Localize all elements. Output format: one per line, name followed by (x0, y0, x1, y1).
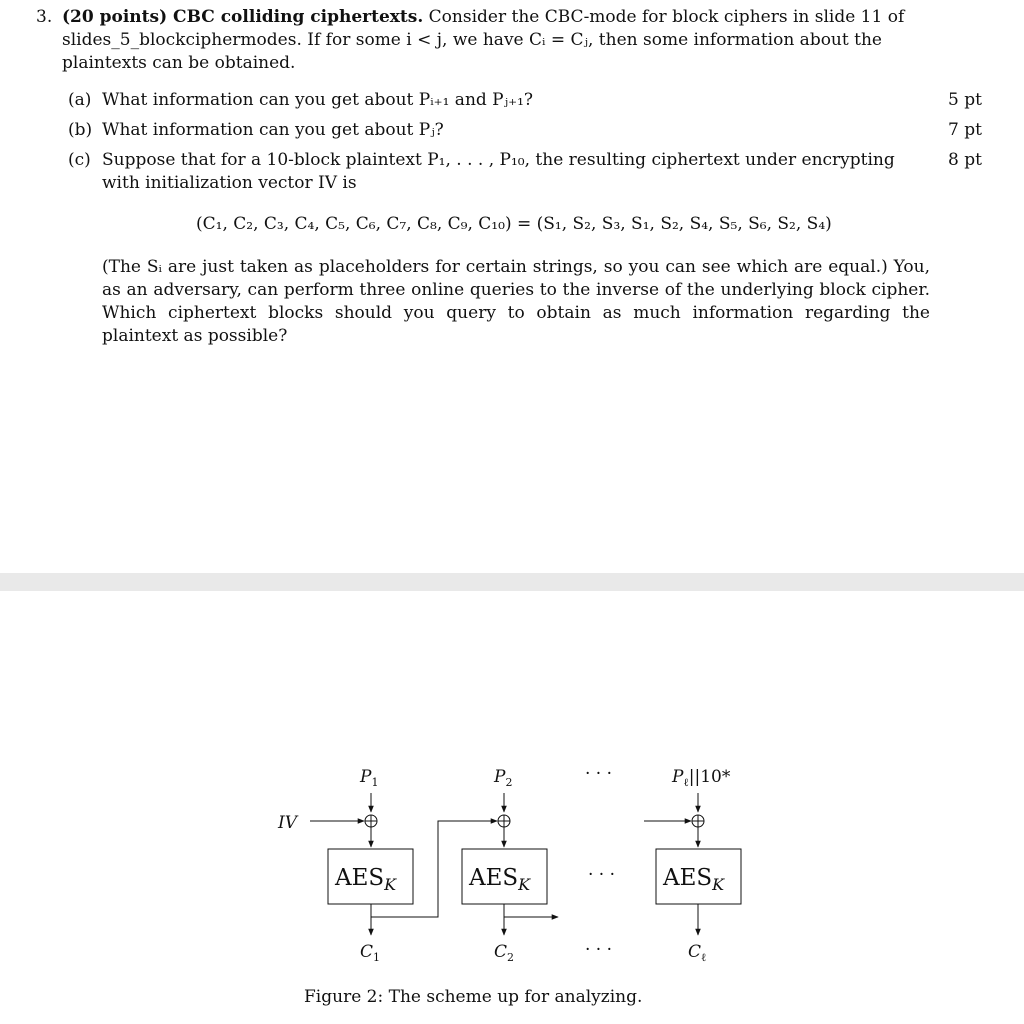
sub-question-text: Suppose that for a 10-block plaintext P₁, . . . , P₁₀, the resulting ciphertext under encrypting with initialization vector IV is (102, 150, 895, 193)
sub-question-text: What information can you get about Pⱼ? (102, 120, 444, 140)
svg-text:AESK: $AES_K$ (335, 865, 397, 894)
sub-question-text: What information can you get about Pᵢ₊₁ and Pⱼ₊₁? (102, 90, 534, 110)
sub-question-label: (b) (68, 120, 93, 140)
points-badge: 5 pt (948, 90, 982, 110)
sub-question-label: (c) (68, 150, 91, 170)
aes-block-l (656, 849, 741, 904)
aes-block-2 (462, 849, 547, 904)
question-title: (20 points) CBC colliding ciphertexts. (62, 7, 424, 27)
output-label-c2: $C_2$ (494, 942, 515, 964)
question-intro: Consider the CBC-mode for block ciphers in slide 11 of slides_5_blockciphermodes. If for some i < j, we have Cᵢ = Cⱼ, then some information about the plaintexts can be obtained. (62, 7, 905, 73)
sub-question-b (36, 119, 982, 142)
svg-text:AESK: $AES_K$ (469, 865, 531, 894)
output-label-cl: $C_\ell$ (688, 942, 707, 964)
question-number: 3. (36, 7, 53, 27)
xor-icon (692, 815, 704, 827)
question-header (36, 6, 930, 75)
xor-icon (498, 815, 510, 827)
page-divider (0, 573, 1024, 591)
dots-bottom: · · · (585, 940, 613, 960)
svg-text:AESK: $AES_K$ (663, 865, 725, 894)
cbc-diagram (0, 591, 1024, 981)
input-label-pl: $P_\ell||10*$ (672, 767, 731, 789)
question-note: (The Sᵢ are just taken as placeholders for certain strings, so you can see which are equal.) You, as an adversary, can perform three online queries to the inverse of the underlying block cipher. Which ciphertext blocks should you query to obtain as much information regarding the plaintext as possible? (102, 257, 930, 346)
points-badge: 7 pt (948, 120, 982, 140)
sub-question-c (36, 149, 982, 195)
input-label-p1: $P_1$ (360, 767, 379, 789)
cbc-figure (0, 591, 1024, 1024)
problem-3 (36, 6, 996, 348)
sub-question-label: (a) (68, 90, 92, 110)
dots-middle: · · · (588, 865, 616, 885)
input-label-p2: $P_2$ (494, 767, 513, 789)
sub-questions (36, 89, 996, 195)
iv-label: IV (278, 813, 297, 833)
xor-icon (365, 815, 377, 827)
dots-top: · · · (585, 764, 613, 784)
output-label-c1: $C_1$ (360, 942, 381, 964)
sub-question-a (36, 89, 982, 112)
figure-caption: Figure 2: The scheme up for analyzing. (304, 987, 643, 1007)
aes-block-1 (328, 849, 413, 904)
ciphertext-equation: (C₁, C₂, C₃, C₄, C₅, C₆, C₇, C₈, C₉, C₁₀) = (S₁, S₂, S₃, S₁, S₂, S₄, S₅, S₆, S₂, S₄) (196, 214, 832, 234)
points-badge: 8 pt (948, 150, 982, 170)
